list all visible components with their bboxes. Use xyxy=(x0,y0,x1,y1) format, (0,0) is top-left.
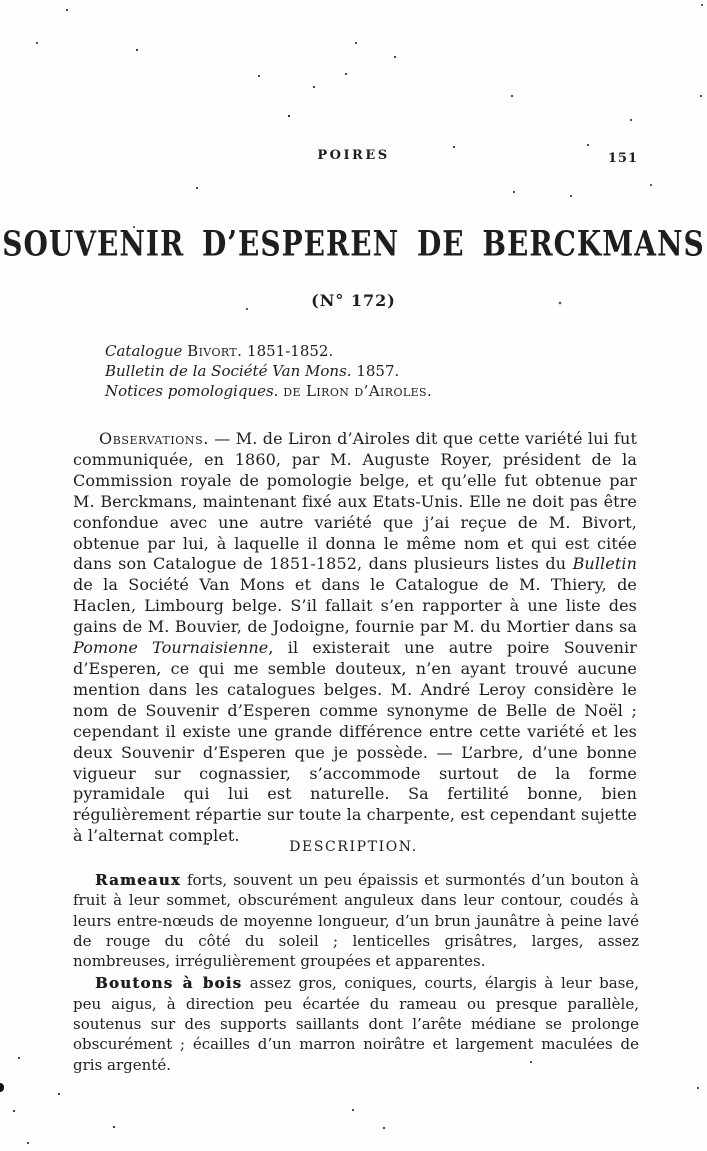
variety-number: (N° 172) xyxy=(311,291,396,310)
observations-lead: Observations. xyxy=(99,429,209,448)
author-name: de Liron d’Airoles. xyxy=(283,382,433,400)
entry-term: Rameaux xyxy=(95,871,181,889)
bibliography-entry xyxy=(105,341,635,361)
cited-work-title: Pomone Tournaisienne xyxy=(73,638,269,658)
entry-date: 1851-1852. xyxy=(242,342,334,360)
observations-text: , il existerait une autre poire Souvenir d’Esperen, ce qui me semble douteux, n’en ayant trouvé aucune mention dans les catalogues belges. M. André Leroy considère le nom de Souvenir d’Esperen comme synonyme de Belle de Noël ; cependant il existe une grande différence entre cette variété et les deux Souvenir d’Esperen que je possède. — L’arbre, d’une bonne vigueur sur cognassier, s’accommode surtout de la forme pyramidale qui lui est naturelle. Sa fertilité bonne, bien régulièrement répartie sur toute la charpente, est cependant sujette à l’alternat complet. xyxy=(73,638,638,846)
cited-work-title: Bulletin xyxy=(572,554,637,574)
description-entry-boutons xyxy=(73,973,639,1074)
work-title: Notices pomologiques. xyxy=(105,382,284,400)
bibliography-entry xyxy=(105,381,635,401)
work-title: Bulletin de la Société Van Mons. xyxy=(105,362,352,380)
entry-date: 1857. xyxy=(351,362,400,380)
entry-term: Boutons à bois xyxy=(95,974,243,993)
scan-edge-ink-blob xyxy=(0,1083,4,1092)
observations-text: de la Société Van Mons et dans le Catalogue de M. Thiery, de Haclen, Limbourg belge. S’il fallait s’en rapporter à une liste des gains de M. Bouvier, de Jodoigne, fournie par M. du Mortier dans sa xyxy=(73,575,637,637)
running-head-title: POIRES xyxy=(317,148,390,163)
observations-paragraph xyxy=(73,429,637,847)
description-section xyxy=(73,870,639,1075)
bibliography-entry xyxy=(105,361,635,381)
description-entry-rameaux xyxy=(73,870,639,971)
work-title: Catalogue xyxy=(105,342,188,360)
page-number: 151 xyxy=(607,151,638,166)
variety-title: SOUVENIR D’ESPEREN DE BERCKMANS xyxy=(2,224,705,265)
bibliography-list xyxy=(105,341,635,401)
entry-text: assez gros, coniques, courts, élargis à leur base, peu aigus, à direction peu écartée du rameau ou presque parallèle, soutenus sur des supports saillants dont l’arête médiane se prolonge obscurément ; écailles d’un marron noirâtre et largement maculées de gris argenté. xyxy=(73,974,639,1074)
observations-text: — M. de Liron d’Airoles dit que cette variété lui fut communiquée, en 1860, par M. Auguste Royer, président de la Commission royale de pomologie belge, et qu’elle fut obtenue par M. Berckmans, maintenant fixé aux Etats-Unis. Elle ne doit pas être confondue avec une autre variété que j’ai reçue de M. Bivort, obtenue par lui, à laquelle il donna le même nom et qui est citée dans son Catalogue de 1851-1852, dans plusieurs listes du xyxy=(73,429,637,574)
description-heading: DESCRIPTION. xyxy=(289,839,418,855)
running-head xyxy=(0,148,707,168)
scan-noise-specks xyxy=(0,0,2,2)
author-name: Bivort. xyxy=(187,342,243,360)
entry-text: forts, souvent un peu épaissis et surmontés d’un bouton à fruit à leur sommet, obscurément anguleux dans leur contour, coudés à leurs entre-nœuds de moyenne longueur, d’un brun jaunâtre à peine lavé de rouge du côté du soleil ; lenticelles grisâtres, larges, assez nombreuses, irrégulièrement groupées et apparentes. xyxy=(73,871,639,971)
